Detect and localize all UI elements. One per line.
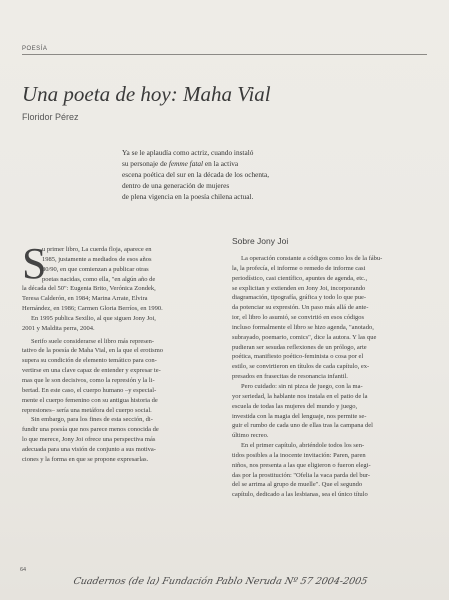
lead-paragraph bbox=[122, 147, 312, 202]
handwritten-note-line: Cuadernos (de la) Fundación Pablo Neruda Nº 57 2004-2005 bbox=[72, 576, 369, 587]
body-line: Serifo suele considerarse el libro más represen- bbox=[31, 337, 155, 345]
body-line: capítulo, dedicado a las lesbianas, sea el único título bbox=[232, 491, 368, 499]
author-byline: Floridor Pérez bbox=[22, 112, 79, 122]
lead-line: dentro de una generación de mujeres bbox=[122, 181, 230, 190]
body-line: u primer libro, La cuerda floja, aparece en bbox=[42, 246, 152, 253]
body-line: tativo de la poesía de Maha Vial, en la que el erotismo bbox=[22, 347, 164, 355]
lead-emphasis: femme fatal bbox=[168, 159, 204, 168]
right-column bbox=[232, 254, 414, 500]
body-line: ciones y la forma en que se propone expresarlas. bbox=[22, 455, 149, 463]
body-line: diagramación, tipografía, gráfica y todo lo que pue- bbox=[232, 294, 367, 302]
lead-line-part: su personaje de bbox=[122, 159, 169, 168]
page-number: 64 bbox=[20, 567, 27, 573]
body-line: da potenciar su expresión. Un paso más allá de ante- bbox=[232, 304, 369, 312]
body-line: En el primer capítulo, abriéndole todos los sen- bbox=[241, 442, 365, 450]
body-line: das por la prostitución: "Ofelia la vaca parda del bur- bbox=[232, 471, 371, 479]
body-line: 1985, justamente a mediados de esos años bbox=[42, 255, 152, 263]
section-tag: POESÍA bbox=[22, 46, 48, 52]
body-line: tidos posibles a la inocente invitación: Paren, paren bbox=[232, 451, 366, 459]
body-line: del se arrima al grupo de muelle". Que el segundo bbox=[232, 481, 363, 489]
body-line: Teresa Calderón, en 1984; Marina Arrate, Elvira bbox=[22, 295, 148, 303]
lead-line-part: en la activa bbox=[203, 159, 239, 168]
lead-line: de plena vigencia en la poesía chilena actual. bbox=[122, 192, 254, 201]
body-line: bertad. En este caso, el cuerpo humano –y especial- bbox=[22, 386, 157, 394]
lead-line: Ya se le aplaudía como actriz, cuando instaló bbox=[122, 148, 254, 157]
article-title: Una poeta de hoy: Maha Vial bbox=[22, 82, 271, 106]
body-line: la, la profecía, el informe o remedo de informe casi bbox=[232, 264, 366, 272]
section-heading: Sobre Jony Joi bbox=[232, 236, 289, 246]
left-column bbox=[22, 239, 204, 465]
drop-cap: S bbox=[22, 239, 47, 288]
body-line: presados en frasecitas de resonancia infantil. bbox=[232, 373, 348, 381]
body-line: último recreo. bbox=[232, 432, 269, 440]
body-line: 80/90, en que comienzan a publicar otras bbox=[42, 265, 149, 273]
body-line: incluso formalmente el libro se hizo agenda, "anotado, bbox=[232, 323, 374, 331]
body-line: niños, nos presenta a las que eligieron o fueron elegi- bbox=[232, 461, 371, 469]
body-line: fundir una poesía que nos parece menos conocida de bbox=[22, 426, 159, 434]
body-line: guir el rumbo de cada uno de ellas tras la campana del bbox=[232, 422, 373, 430]
body-line: periodístico, casi científico, apuntes de agenda, etc., bbox=[232, 274, 368, 282]
body-line: subrayado, poemario, comics", dice la autora. Y las que bbox=[232, 333, 377, 341]
header-rule bbox=[22, 54, 427, 55]
body-line: Pero cuidado: sin ni pizca de juego, con la ma- bbox=[241, 382, 363, 390]
body-line: Hernández, en 1986; Carmen Gloria Berríos, en 1990. bbox=[22, 305, 163, 313]
body-line: yor seriedad, la hablante nos instala en el patio de la bbox=[232, 392, 368, 400]
lead-line bbox=[122, 158, 312, 169]
body-line: mas que le son decisivos, como la represión y la li- bbox=[22, 376, 155, 384]
handwritten-note bbox=[72, 570, 442, 600]
body-line: estilo, se convirtieron en títulos de cada capítulo, ex- bbox=[232, 363, 370, 371]
body-line: vertirse en una clave capaz de entender y expresar te- bbox=[22, 367, 161, 375]
body-line: escuela de todas las mujeres del mundo y juego, bbox=[232, 402, 358, 410]
body-line: adecuada para una visión de conjunto a sus motiva- bbox=[22, 445, 156, 453]
body-line: se explicitan y extienden en Jony Joi, incorporando bbox=[232, 284, 366, 292]
body-line: poetas nacidas, como ella, "en algún año de bbox=[42, 275, 156, 283]
body-line: lo que merece, Jony Joi ofrece una perspectiva más bbox=[22, 436, 156, 444]
body-line: poética, manifiesto poético-feminista o cosa por el bbox=[232, 353, 364, 361]
body-line: represiones– sería una metáfora del cuerpo social. bbox=[22, 406, 152, 414]
body-line: investida con la magia del lenguaje, nos permite se- bbox=[232, 412, 367, 420]
body-line: la década del 50": Eugenia Brito, Verónica Zondek, bbox=[22, 285, 156, 293]
body-line: En 1995 publica Sexilio, al que siguen Jony Joi, bbox=[31, 314, 156, 322]
lead-line: escena poética del sur en la década de los ochenta, bbox=[122, 170, 270, 179]
body-line: Sin embargo, para los fines de esta sección, di- bbox=[31, 416, 153, 424]
body-line: supera su condición de elemento temático para con- bbox=[22, 357, 157, 365]
body-line: pudieran ser sesudas reflexiones de un prólogo, arte bbox=[232, 343, 367, 351]
body-line: La operación constante a códigos como los de la fábu- bbox=[241, 255, 383, 262]
body-line: 2001 y Maldita perra, 2004. bbox=[22, 324, 95, 332]
body-line: mente el cuerpo femenino con su antigua historia de bbox=[22, 396, 158, 404]
body-line: ior, el libro lo asumió, se convirtió en esos códigos bbox=[232, 314, 365, 322]
